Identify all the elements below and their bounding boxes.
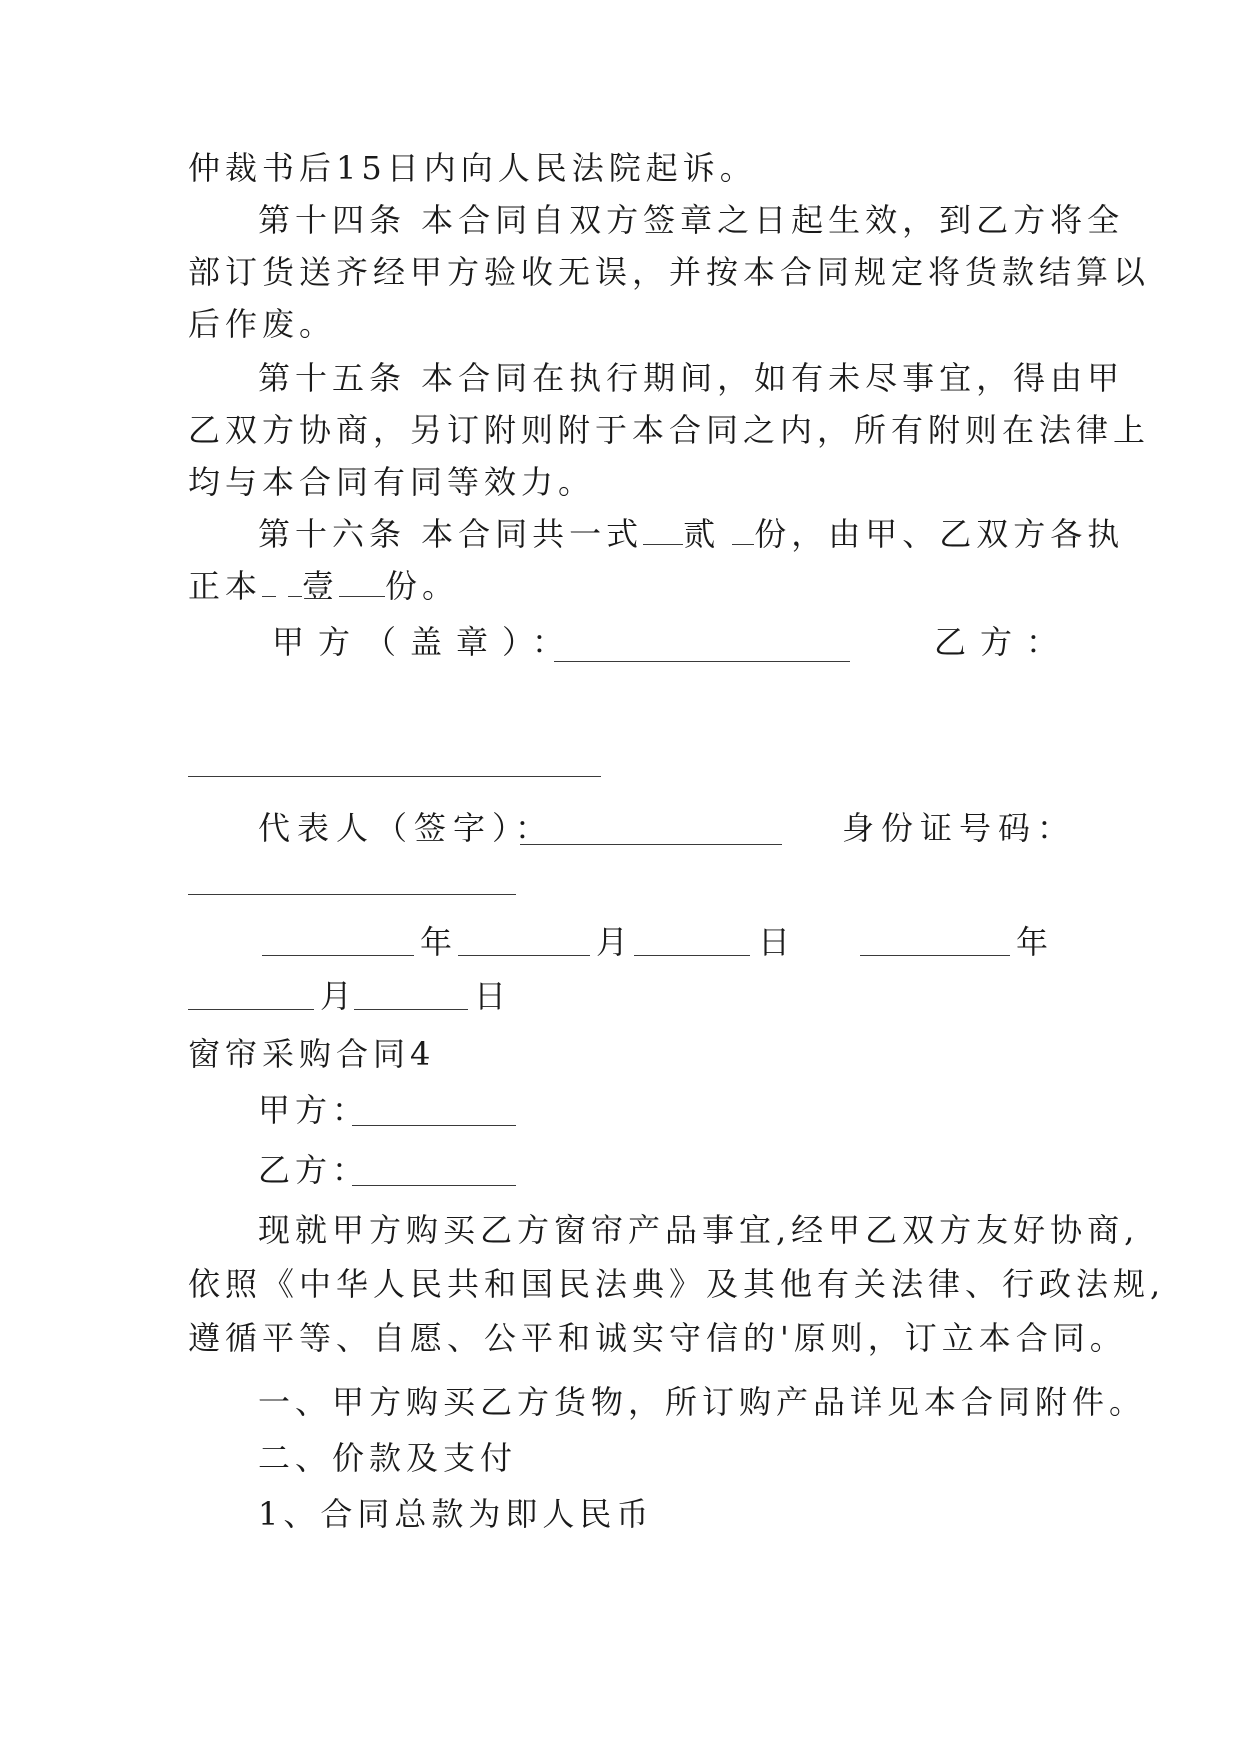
party-a-seal-label: 甲方（盖章）：	[272, 623, 579, 661]
article-16-text-d: 份。	[385, 567, 460, 605]
article-14-line-3: 后作废。	[188, 305, 337, 343]
original-copies-value: 壹	[302, 567, 340, 605]
date-b-year-line	[860, 955, 1010, 956]
date-a-day-line	[634, 955, 750, 956]
article-14-line-1: 第十四条 本合同自双方签章之日起生效，到乙方将全	[258, 201, 1125, 239]
party-b-line	[188, 776, 601, 777]
contract-4-party-b-line	[352, 1185, 516, 1186]
id-number-line	[188, 894, 516, 895]
article-16-text-c: 正本	[188, 567, 263, 605]
contract-4-party-a-line	[352, 1125, 516, 1126]
article-15-line-3: 均与本合同有同等效力。	[188, 463, 596, 501]
article-15-line-1: 第十五条 本合同在执行期间，如有未尽事宜，得由甲	[258, 359, 1125, 397]
article-16-line-2	[188, 566, 459, 606]
date-a-month-line	[458, 955, 590, 956]
preamble-line-2: 依照《中华人民共和国民法典》及其他有关法律、行政法规,	[188, 1265, 1166, 1303]
contract-4-party-a-label: 甲方：	[258, 1091, 370, 1129]
party-a-seal-line	[554, 661, 850, 662]
article-13-tail: 仲裁书后15日内向人民法院起诉。	[188, 149, 757, 187]
date-a-day-label: 日	[758, 923, 796, 961]
copies-blank-left	[643, 518, 683, 545]
original-blank-3	[339, 570, 385, 597]
date-b-month-label: 月	[320, 977, 358, 1015]
clause-2-1: 1、合同总款为即人民币	[258, 1495, 654, 1533]
date-b-year-label: 年	[1016, 923, 1054, 961]
representative-line	[520, 844, 782, 845]
article-16-text-b: 份，由甲、乙双方各执	[754, 515, 1125, 553]
article-15-line-2: 乙双方协商，另订附则附于本合同之内，所有附则在法律上	[188, 411, 1151, 449]
original-blank-2	[288, 570, 302, 597]
date-b-day-label: 日	[474, 977, 512, 1015]
preamble-line-1: 现就甲方购买乙方窗帘产品事宜,经甲乙双方友好协商,	[258, 1211, 1140, 1249]
date-a-month-label: 月	[596, 923, 634, 961]
clause-1: 一、甲方购买乙方货物，所订购产品详见本合同附件。	[258, 1383, 1147, 1421]
original-blank-1	[262, 570, 276, 597]
date-b-day-line	[354, 1009, 468, 1010]
contract-4-party-b-label: 乙方：	[258, 1151, 370, 1189]
contract-4-title: 窗帘采购合同4	[188, 1035, 436, 1073]
representative-label: 代表人（签字）：	[258, 809, 555, 847]
date-b-month-line	[188, 1009, 314, 1010]
copies-blank-right	[732, 518, 754, 545]
copies-total-value: 贰	[683, 515, 721, 553]
preamble-line-3: 遵循平等、自愿、公平和诚实守信的'原则，订立本合同。	[188, 1319, 1127, 1357]
clause-2-heading: 二、价款及支付	[258, 1439, 518, 1477]
party-b-label: 乙方：	[934, 623, 1073, 661]
article-14-line-2: 部订货送齐经甲方验收无误，并按本合同规定将货款结算以	[188, 253, 1151, 291]
id-number-label: 身份证号码：	[842, 809, 1077, 847]
article-16-text-a: 第十六条 本合同共一式	[258, 515, 644, 553]
date-a-year-label: 年	[420, 923, 458, 961]
article-16-line-1	[258, 514, 1124, 554]
date-a-year-line	[262, 955, 414, 956]
